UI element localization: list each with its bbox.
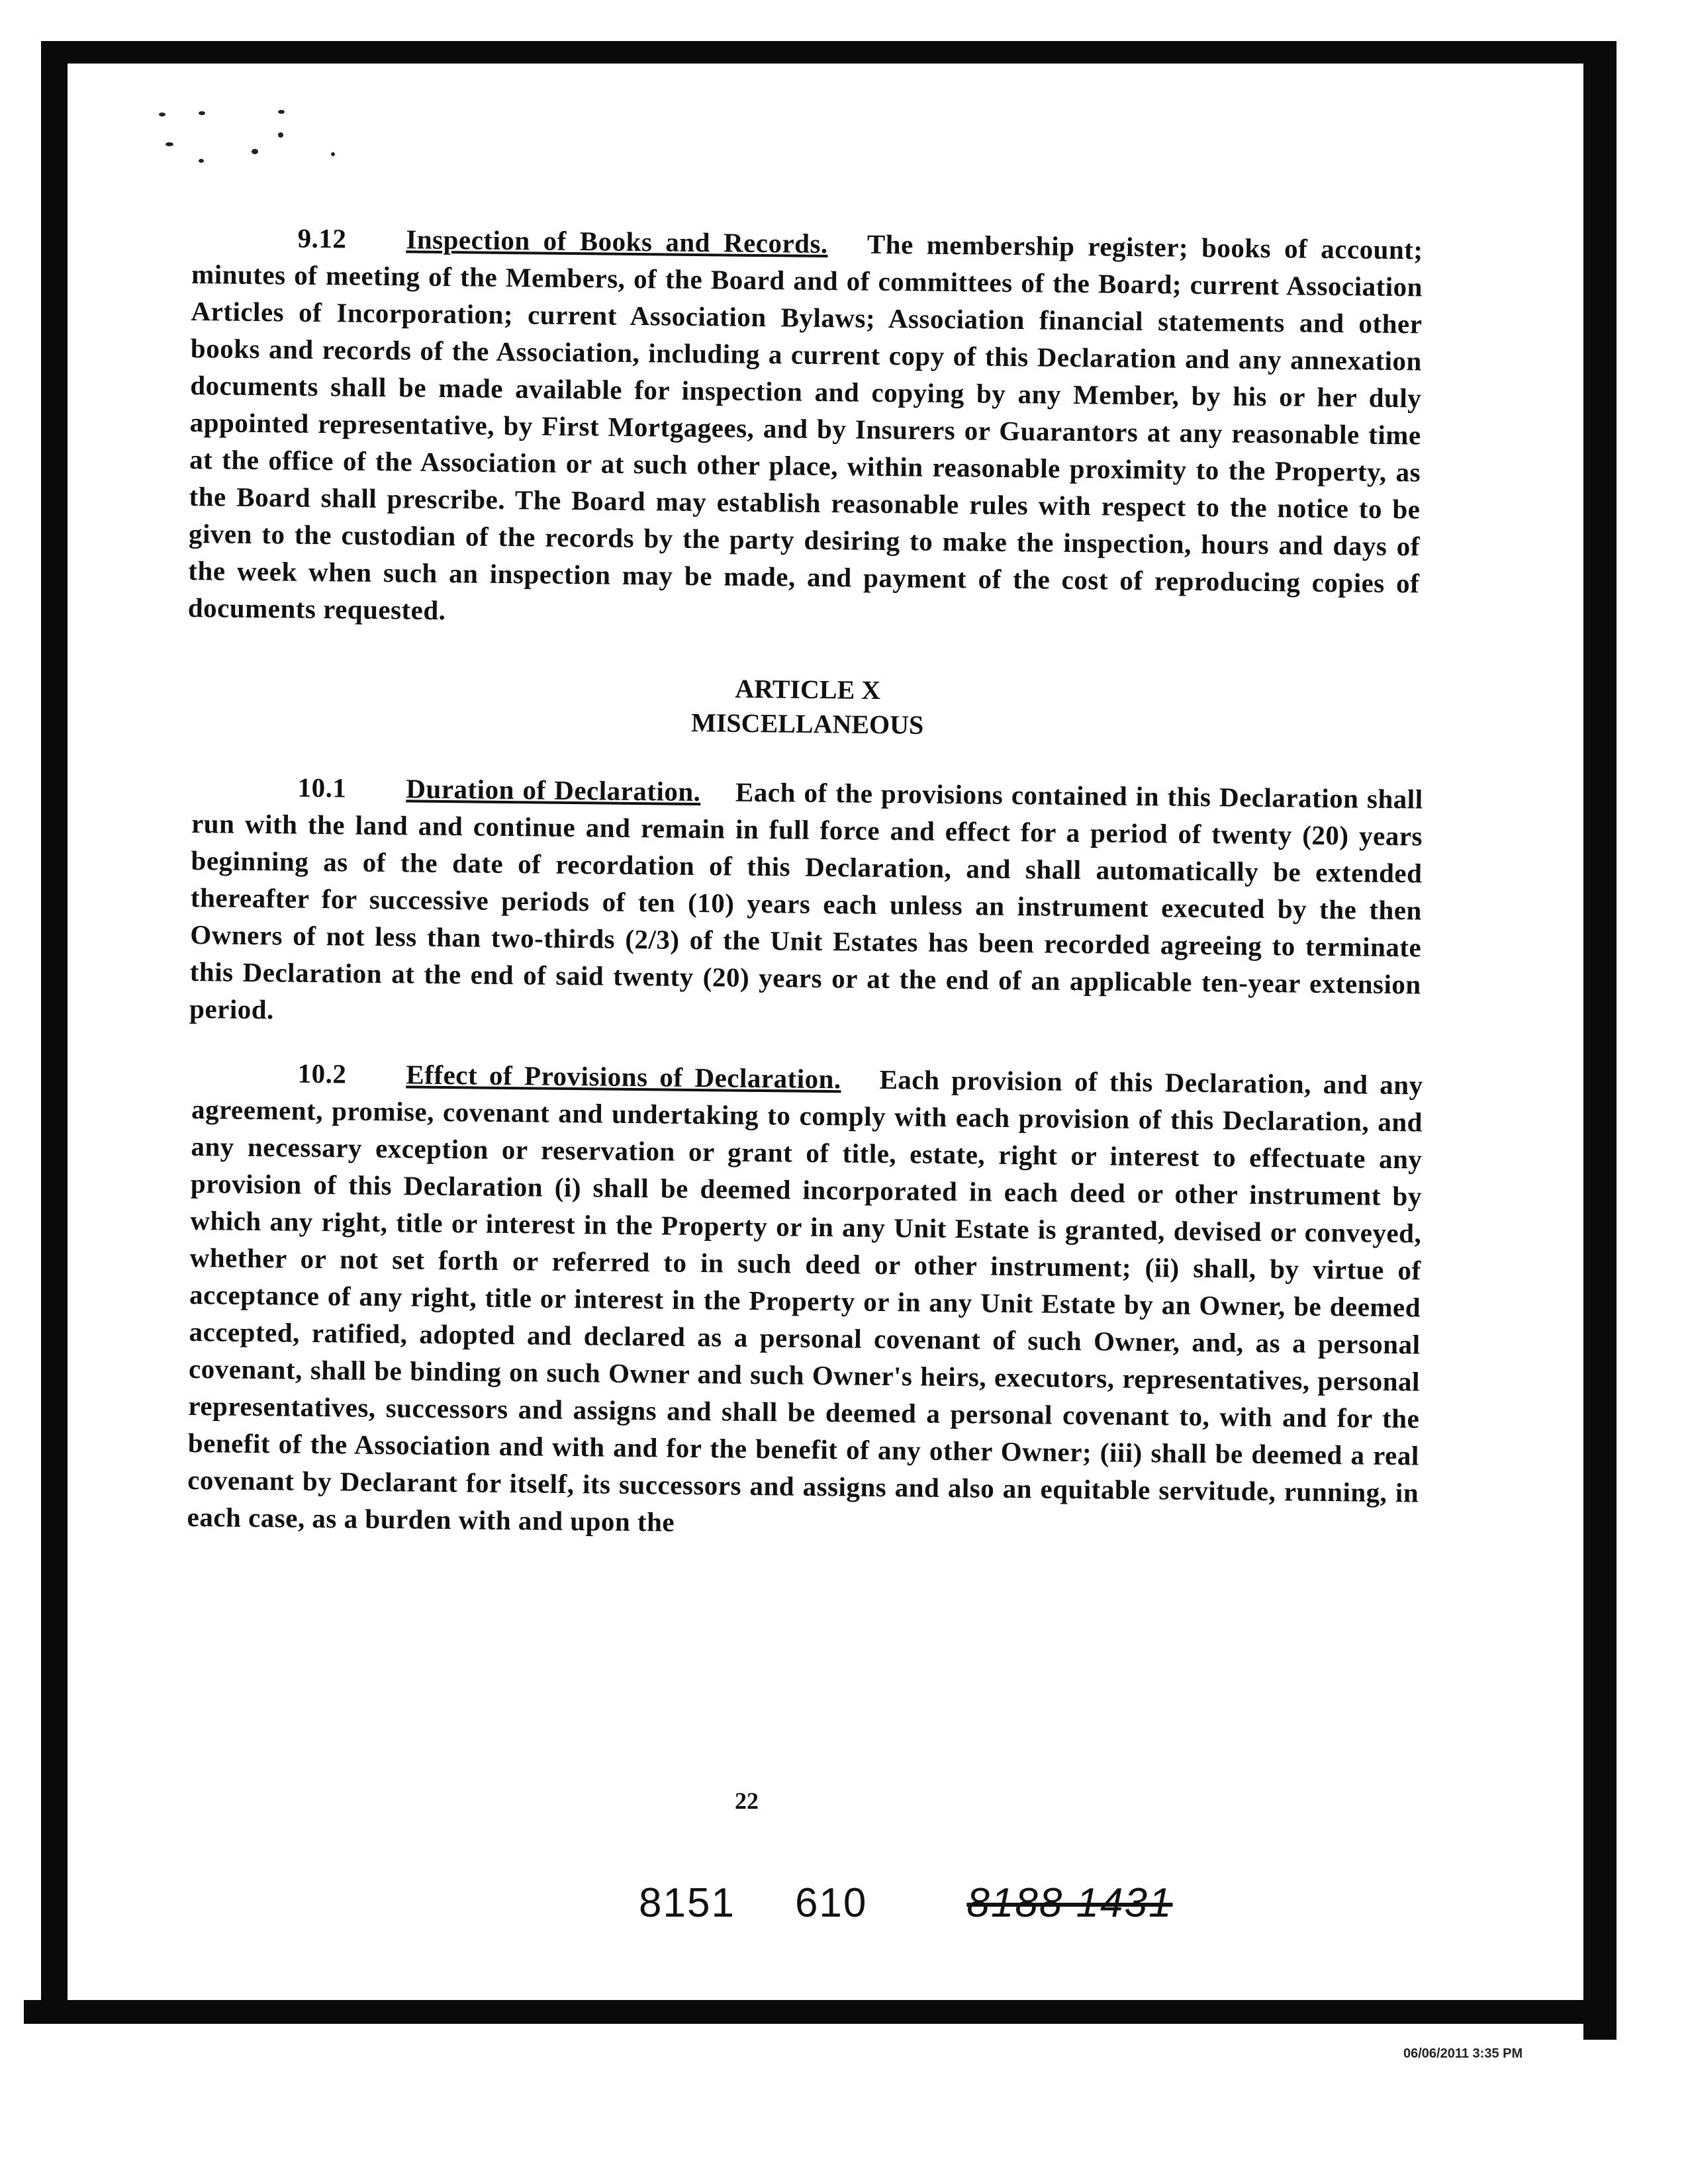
page-number: 22: [735, 1788, 759, 1814]
scan-speck: [159, 113, 165, 116]
section-text: Each of the provisions contained in this Declaration shall run with the land and continue and remain in full force and effect for a period of twenty (20) years beginning as of the date of recordation of this Declaration, and shall automatically be extended thereafter for successive periods of ten (10) years each unless an instrument executed by the then Owners of not less than two-thirds (2/3) of the Unit Estates has been recorded agreeing to terminate this Declaration at the end of said twenty (20) years or at the end of an applicable ten-year extension period.: [189, 776, 1423, 1025]
scan-border-top: [41, 41, 1617, 64]
document-body: [187, 218, 1423, 1562]
section-heading: Duration of Declaration.: [406, 773, 701, 807]
section-9-12: [188, 218, 1423, 639]
scan-speck: [252, 149, 258, 154]
article-title: ARTICLE X: [735, 673, 881, 705]
section-heading: Inspection of Books and Records.: [406, 224, 828, 259]
section-10-2: [187, 1054, 1423, 1548]
section-number: 9.12: [297, 222, 347, 254]
recording-book: 8151: [639, 1880, 735, 1926]
article-subtitle: MISCELLANEOUS: [690, 707, 924, 740]
scan-speck: [165, 142, 173, 146]
scan-border-left: [41, 41, 68, 2013]
recording-page: 610: [794, 1880, 868, 1926]
struck-recording-number: 8188 1431: [966, 1880, 1173, 1926]
recording-numbers: [639, 1880, 1172, 1927]
scan-border-bottom: [24, 2000, 1617, 2024]
scan-speck: [331, 152, 335, 156]
section-10-1: [189, 768, 1423, 1040]
section-heading: Effect of Provisions of Declaration.: [406, 1059, 841, 1095]
section-number: 10.2: [297, 1058, 347, 1089]
scan-speck: [278, 110, 285, 114]
section-number: 10.1: [297, 772, 347, 803]
scan-speck: [199, 159, 204, 163]
scan-speck: [278, 132, 283, 138]
print-timestamp: 06/06/2011 3:35 PM: [1403, 2046, 1523, 2061]
section-text: The membership register; books of account; minutes of meeting of the Members, of the Board and of committees of the Board; current Association Articles of Incorporation; current Association Bylaws; Association financial statements and other books and records of the Association, including a current copy of this Declaration and any annexation documents shall be made available for inspection and copying by any Member, by his or her duly appointed representative, by First Mortgagees, and by Insurers or Guarantors at any reasonable time at the office of the Association or at such other place, within reasonable proximity to the Property, as the Board shall prescribe. The Board may establish reasonable rules with respect to the notice to be given to the custodian of the records by the party desiring to make the inspection, hours and days of the week when such an inspection may be made, and payment of the cost of reproducing copies of documents requested.: [187, 228, 1423, 626]
scan-border-right: [1583, 41, 1617, 2040]
article-heading: [192, 666, 1424, 747]
scan-speck: [199, 111, 205, 115]
section-text: Each provision of this Declaration, and any agreement, promise, covenant and undertaking to comply with each provision of this Declaration, and any necessary exception or reservation or grant of title, estate, right or interest to effectuate any provision of this Declaration (i) shall be deemed incorporated in each deed or other instrument by which any right, title or interest in the Property or in any Unit Estate is granted, devised or conveyed, whether or not set forth or referred to in such deed or other instrument; (ii) shall, by virtue of acceptance of any right, title or interest in the Property or in any Unit Estate by an Owner, be deemed accepted, ratified, adopted and declared as a personal covenant of such Owner, and, as a personal covenant, shall be binding on such Owner and such Owner's heirs, executors, representatives, personal representatives, successors and assigns and shall be deemed a personal covenant to, with and for the benefit of the Association and with and for the benefit of any other Owner; (iii) shall be deemed a real covenant by Declarant for itself, its successors and assigns and also an equitable servitude, running, in each case, as a burden with and upon the: [187, 1064, 1423, 1537]
